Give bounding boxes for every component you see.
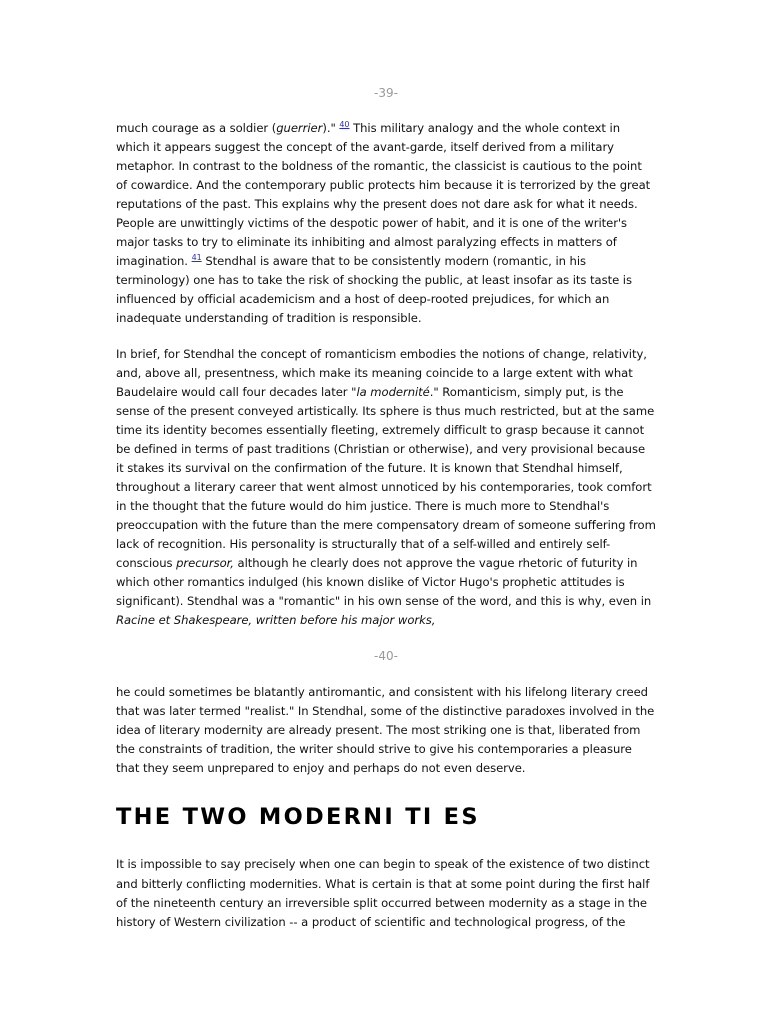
italic-title-racine-et-shakespeare: Racine et Shakespeare, written before his major works, bbox=[116, 613, 436, 628]
italic-term-la-modernite: la modernité bbox=[356, 384, 430, 399]
page-number-top: -39- bbox=[374, 86, 398, 100]
paragraph-2-text-c: although he clearly does not approve the vague rhetoric of futurity in which other romantics indulged (his known dislike of Victor Hugo's prophetic attitudes is significant). Stendhal was a "romantic" in his own sense of the word, and this is why, even in bbox=[116, 556, 652, 609]
footnote-link-41[interactable]: 41 bbox=[191, 253, 202, 263]
paragraph-2-text-a: In brief, for Stendhal the concept of romanticism embodies the notions of change, relativity, and, above all, presentness, which make its meaning coincide to a large extent with what Baudelaire would call four decades later " bbox=[116, 346, 647, 399]
paragraph-1-text-c: This military analogy and the whole context in which it appears suggest the concept of the avant-garde, itself derived from a military metaphor. In contrast to the boldness of the romantic, the classicist is cautious to the point of cowardice. And the contemporary public protects him because it is terrorized by the great reputations of the past. This explains why the present does not dare ask for what it needs. People are unwittingly victims of the despotic power of habit, and it is one of the writer's major tasks to try to eliminate its inhibiting and almost paralyzing effects in matters of imagination. bbox=[116, 121, 651, 269]
paragraph-1-text-b: )." bbox=[322, 121, 340, 135]
paragraph-1-text-a: much courage as a soldier ( bbox=[116, 121, 277, 135]
paragraph-1-text-d: Stendhal is aware that to be consistently modern (romantic, in his terminology) one has to take the risk of shocking the public, at least insofar as its taste is influenced by official academicism and a host of deep-rooted prejudices, for which an inadequate understanding of tradition is responsible. bbox=[116, 254, 632, 326]
paragraph-1 bbox=[116, 119, 656, 329]
paragraph-2-text-b: ." Romanticism, simply put, is the sense of the present conveyed artistically. Its sphere is thus much restricted, but at the same time its identity becomes essentially fleeting, extremely difficult to grasp because it cannot be defined in terms of past traditions (Christian or otherwise), and very provisional because it stakes its survival on the confirmation of the future. It is known that Stendhal himself, throughout a literary career that went almost unnoticed by his contemporaries, took comfort in the thought that the future would do him justice. There is much more to Stendhal's preoccupation with the future than the mere compensatory dream of someone suffering from lack of recognition. His personality is structurally that of a self-willed and entirely self-conscious bbox=[116, 384, 656, 571]
italic-term-precursor: precursor, bbox=[176, 556, 234, 571]
page-number-middle: -40- bbox=[374, 649, 398, 664]
paragraph-4: It is impossible to say precisely when one can begin to speak of the existence of two distinct and bitterly conflicting modernities. What is certain is that at some point during the first half of the nineteenth century an irreversible split occurred between modernity as a stage in the history of Western civilization -- a product of scientific and technological progress, of the bbox=[116, 857, 650, 929]
paragraph-2 bbox=[116, 345, 656, 631]
document-page bbox=[116, 84, 656, 932]
section-heading: THE TWO MODERNI TI ES bbox=[116, 804, 480, 831]
footnote-link-40[interactable]: 40 bbox=[339, 120, 350, 129]
paragraph-3: he could sometimes be blatantly antiromantic, and consistent with his lifelong literary creed that was later termed "realist." In Stendhal, some of the distinctive paradoxes involved in the idea of literary modernity are already present. The most striking one is that, liberated from the constraints of tradition, the writer should strive to give his contemporaries a pleasure that they seem unprepared to enjoy and perhaps do not even deserve. bbox=[116, 685, 655, 776]
italic-term-guerrier: guerrier bbox=[276, 121, 323, 135]
